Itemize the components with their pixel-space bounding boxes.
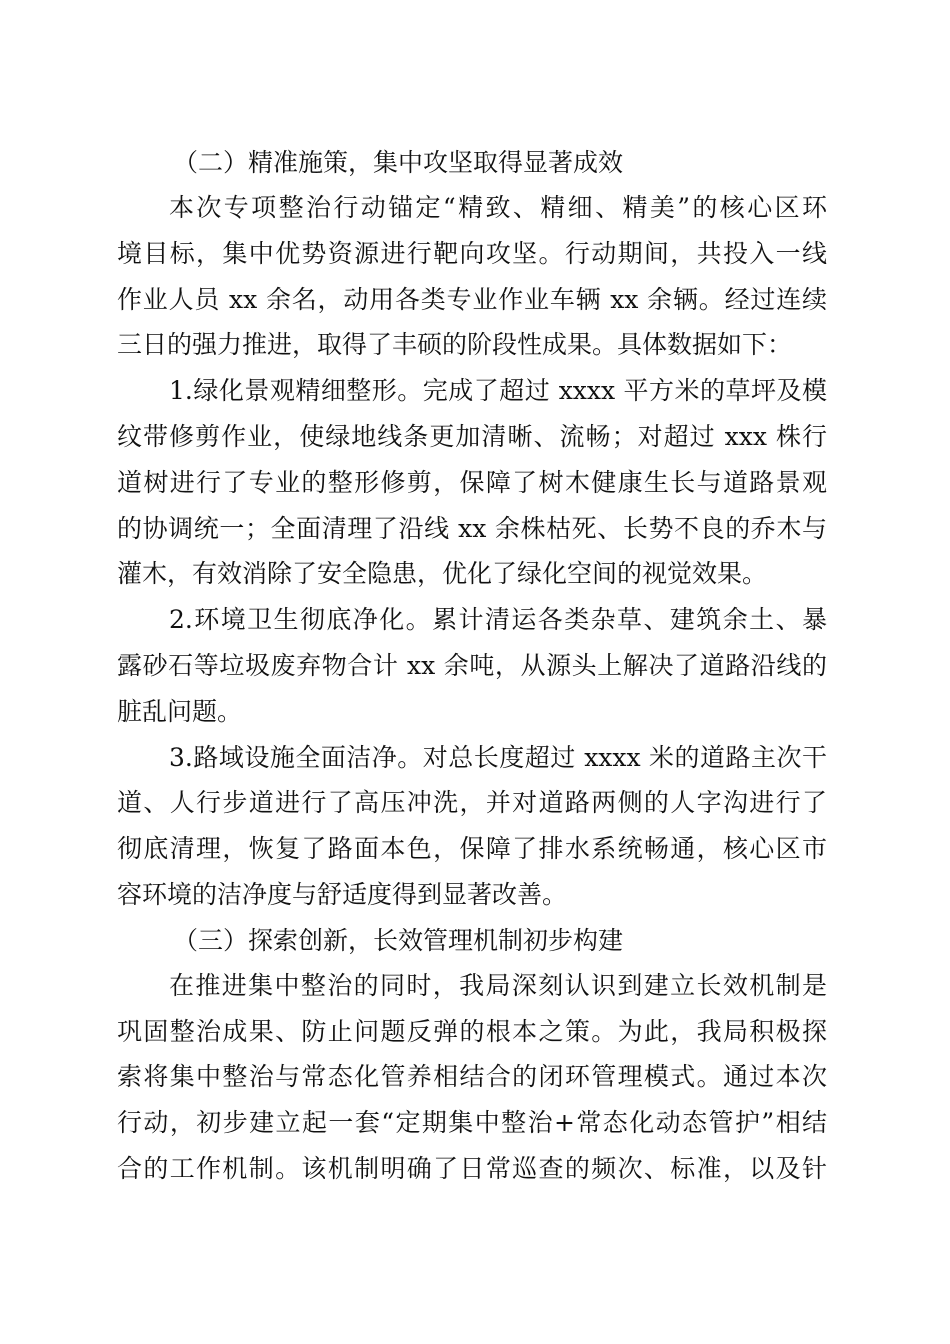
intro-paragraph: [117, 185, 827, 368]
text-line: 容环境的洁净度与舒适度得到显著改善。: [117, 879, 568, 909]
text-line: 1.绿化景观精细整形。完成了超过 xxxx 平方米的草坪及模: [169, 376, 827, 406]
text-line: 本次专项整治行动锚定“精致、精细、精美”的核心区环: [169, 193, 827, 222]
text-line: 2.环境卫生彻底净化。累计清运各类杂草、建筑余土、暴: [169, 605, 827, 635]
text-line: 三日的强力推进，取得了丰硕的阶段性成果。具体数据如下：: [117, 330, 793, 360]
section-heading-3: （三）探索创新，长效管理机制初步构建: [173, 925, 624, 955]
text-line: 巩固整治成果、防止问题反弹的根本之策。为此，我局积极探: [117, 1016, 827, 1046]
item-1-paragraph: [117, 368, 827, 597]
text-line: 的协调统一；全面清理了沿线 xx 余株枯死、长势不良的乔木与: [117, 513, 827, 543]
text-line: 脏乱问题。: [117, 696, 243, 726]
document-body: [117, 140, 827, 1192]
item-2-paragraph: [117, 597, 827, 734]
item-3-paragraph: [117, 735, 827, 918]
text-line: 彻底清理，恢复了路面本色，保障了排水系统畅通，核心区市: [117, 834, 827, 864]
text-line: 灌木，有效消除了安全隐患，优化了绿化空间的视觉效果。: [117, 559, 768, 589]
text-line: 索将集中整治与常态化管养相结合的闭环管理模式。通过本次: [117, 1062, 827, 1092]
text-line: 作业人员 xx 余名，动用各类专业作业车辆 xx 余辆。经过连续: [117, 284, 827, 314]
text-line: 3.路域设施全面洁净。对总长度超过 xxxx 米的道路主次干: [169, 742, 827, 772]
text-line: 露砂石等垃圾废弃物合计 xx 余吨，从源头上解决了道路沿线的: [117, 650, 827, 680]
section-heading-2: （二）精准施策，集中攻坚取得显著成效: [173, 148, 624, 177]
mechanism-paragraph: [117, 963, 827, 1192]
text-line: 在推进集中整治的同时，我局深刻认识到建立长效机制是: [169, 970, 827, 1000]
text-line: 行动，初步建立起一套“定期集中整治+常态化动态管护”相结: [117, 1108, 827, 1138]
text-line: 境目标，集中优势资源进行靶向攻坚。行动期间，共投入一线: [117, 238, 827, 268]
text-line: 纹带修剪作业，使绿地线条更加清晰、流畅；对超过 xxx 株行: [117, 421, 827, 451]
text-line: 道树进行了专业的整形修剪，保障了树木健康生长与道路景观: [117, 467, 827, 497]
text-line: 合的工作机制。该机制明确了日常巡查的频次、标准，以及针: [117, 1153, 827, 1183]
text-line: 道、人行步道进行了高压冲洗，并对道路两侧的人字沟进行了: [117, 788, 827, 818]
